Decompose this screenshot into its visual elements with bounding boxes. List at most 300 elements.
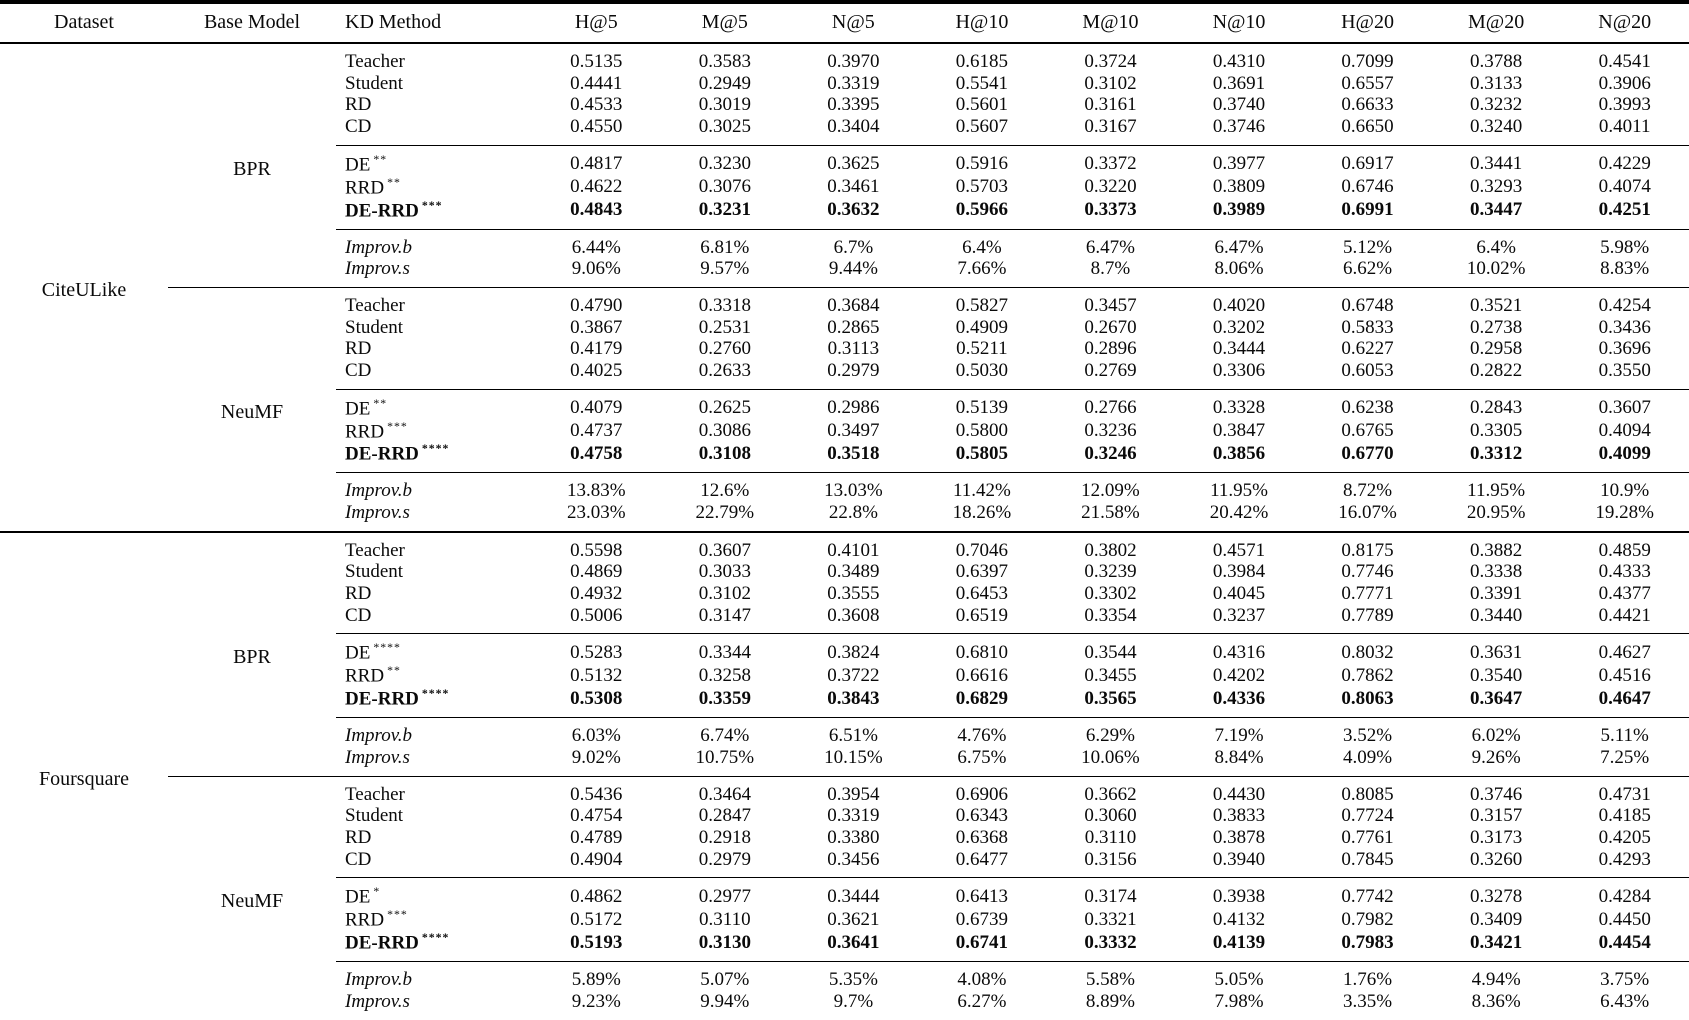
value-cell-h20: 3.35% [1343, 990, 1393, 1012]
value-cell-n5: 13.03% [789, 473, 918, 502]
kd-method-cell [336, 908, 532, 931]
significance-stars: **** [421, 931, 450, 945]
value-cell-h10: 0.6413 [918, 878, 1047, 908]
table-row [0, 287, 1689, 316]
kd-method-label: Improv.b [345, 480, 413, 502]
value-cell-m20: 0.3788 [1469, 51, 1523, 72]
value-cell-n5: 0.3319 [827, 72, 880, 94]
value-cell-n20: 0.4185 [1598, 805, 1651, 827]
value-cell-h20: 0.5833 [1341, 316, 1394, 338]
value-cell-m10: 0.3161 [1084, 94, 1137, 116]
value-cell-m20: 8.36% [1471, 990, 1521, 1012]
value-cell-n10: 0.4139 [1212, 931, 1266, 953]
value-cell-m20: 0.3391 [1469, 583, 1523, 605]
value-cell-m5: 0.2847 [698, 805, 751, 827]
value-cell-m20: 6.02% [1432, 718, 1561, 747]
value-cell-h20: 6.62% [1343, 258, 1393, 280]
value-cell-m5: 0.3102 [698, 583, 751, 605]
value-cell-h5: 0.5135 [570, 51, 623, 72]
value-cell-n20: 0.4627 [1560, 634, 1689, 664]
kd-method-label: Improv.b [345, 969, 413, 991]
value-cell-n20: 0.3993 [1598, 94, 1651, 116]
value-cell-n20: 8.83% [1600, 258, 1650, 280]
value-cell-m5: 0.3110 [699, 908, 751, 930]
value-cell-h20: 0.7789 [1341, 604, 1394, 626]
value-cell-m5: 0.3130 [698, 931, 751, 953]
value-cell-m20: 0.3421 [1469, 931, 1523, 953]
value-cell-n10: 0.4132 [1212, 908, 1266, 930]
value-cell-n5: 0.3404 [827, 115, 880, 137]
value-cell-h5: 9.06% [571, 258, 621, 280]
significance-stars: *** [387, 908, 408, 922]
value-cell-h10: 0.5916 [918, 145, 1047, 175]
kd-method-cell [336, 360, 532, 389]
value-cell-m10: 0.3373 [1084, 199, 1137, 221]
value-cell-h10: 7.66% [957, 258, 1007, 280]
value-cell-n10: 0.4571 [1175, 532, 1304, 562]
value-cell-n20: 0.4859 [1560, 532, 1689, 562]
value-cell-n20: 0.4541 [1598, 51, 1651, 72]
value-cell-h20: 0.7724 [1341, 805, 1394, 827]
kd-method-cell [336, 389, 532, 419]
value-cell-m5: 0.3230 [661, 145, 790, 175]
value-cell-n5: 0.3970 [827, 51, 880, 72]
value-cell-n10: 0.4020 [1175, 287, 1304, 316]
kd-method-label: DE [345, 397, 371, 419]
value-cell-h10: 0.7046 [918, 532, 1047, 562]
value-cell-n10: 0.4430 [1175, 776, 1304, 805]
value-cell-h5: 0.4622 [570, 176, 623, 198]
value-cell-n10: 0.3977 [1175, 145, 1304, 175]
value-cell-h5: 9.23% [571, 990, 621, 1012]
value-cell-h10: 0.5541 [955, 72, 1009, 94]
value-cell-m10: 8.89% [1085, 990, 1135, 1012]
value-cell-n10: 7.19% [1175, 718, 1304, 747]
value-cell-m5: 0.2531 [698, 316, 751, 338]
value-cell-n20: 0.4094 [1598, 420, 1651, 442]
value-cell-n20: 0.4333 [1598, 561, 1651, 583]
kd-method-label: DE-RRD [345, 932, 419, 954]
value-cell-n5: 0.3684 [789, 287, 918, 316]
value-cell-m5: 0.2760 [698, 338, 751, 360]
value-cell-h10: 4.08% [918, 962, 1047, 991]
value-cell-n10: 0.3202 [1212, 316, 1266, 338]
value-cell-n20: 0.4454 [1598, 931, 1651, 953]
value-cell-n5: 0.3621 [827, 908, 880, 930]
value-cell-n5: 0.3319 [827, 805, 880, 827]
value-cell-h20: 0.7742 [1303, 878, 1432, 908]
kd-method-label: Teacher [345, 783, 405, 805]
table-row [0, 532, 1689, 562]
value-cell-h10: 0.5703 [955, 176, 1009, 198]
kd-method-label: DE-RRD [345, 443, 419, 465]
value-cell-n20: 0.4011 [1598, 115, 1651, 137]
value-cell-h20: 16.07% [1338, 502, 1397, 524]
kd-method-cell [336, 878, 532, 908]
value-cell-n10: 0.4310 [1212, 51, 1266, 72]
value-cell-h5: 0.4789 [570, 826, 623, 848]
value-cell-n10: 0.3740 [1212, 94, 1266, 116]
value-cell-n5: 0.3497 [827, 420, 880, 442]
kd-method-label: CD [345, 359, 372, 381]
value-cell-m10: 0.3802 [1046, 532, 1175, 562]
significance-stars: **** [421, 687, 450, 701]
value-cell-n10: 0.3306 [1212, 359, 1266, 381]
value-cell-m5: 0.3607 [661, 532, 790, 562]
value-cell-h20: 0.6765 [1341, 420, 1394, 442]
value-cell-n20: 0.4254 [1560, 287, 1689, 316]
value-cell-h20: 0.6917 [1303, 145, 1432, 175]
value-cell-h10: 0.6906 [918, 776, 1047, 805]
value-cell-m20: 11.95% [1432, 473, 1561, 502]
table-row [0, 43, 1689, 73]
value-cell-m5: 6.74% [661, 718, 790, 747]
value-cell-n20: 0.3607 [1560, 389, 1689, 419]
value-cell-m5: 0.2918 [698, 826, 751, 848]
value-cell-m10: 8.7% [1090, 258, 1131, 280]
value-cell-h10: 0.4909 [955, 316, 1009, 338]
value-cell-h5: 0.5132 [570, 665, 623, 687]
value-cell-n5: 0.3632 [827, 199, 880, 221]
value-cell-n20: 0.4293 [1598, 848, 1651, 870]
col-header-m10: M@10 [1046, 2, 1175, 43]
kd-method-label: RD [345, 94, 372, 116]
value-cell-n20: 0.4205 [1598, 826, 1651, 848]
value-cell-h20: 0.7862 [1341, 665, 1394, 687]
value-cell-h10: 0.5030 [955, 359, 1009, 381]
value-cell-m5: 5.07% [661, 962, 790, 991]
value-cell-m10: 6.47% [1046, 229, 1175, 258]
value-cell-h10: 4.76% [918, 718, 1047, 747]
value-cell-m5: 0.3231 [698, 199, 751, 221]
value-cell-h10: 0.5800 [955, 420, 1009, 442]
value-cell-m5: 0.3147 [698, 604, 751, 626]
value-cell-h10: 0.6343 [955, 805, 1009, 827]
significance-stars: *** [421, 198, 443, 212]
value-cell-h20: 3.52% [1303, 718, 1432, 747]
value-cell-m10: 0.3321 [1084, 908, 1137, 930]
value-cell-h5: 0.5308 [570, 688, 623, 710]
kd-method-label: Improv.s [345, 258, 410, 280]
kd-method-cell [336, 258, 532, 287]
value-cell-n10: 11.95% [1175, 473, 1304, 502]
value-cell-m5: 0.3464 [661, 776, 790, 805]
value-cell-h5: 0.4904 [570, 848, 623, 870]
value-cell-m5: 6.81% [661, 229, 790, 258]
value-cell-n5: 0.3625 [789, 145, 918, 175]
value-cell-m10: 0.3332 [1084, 931, 1137, 953]
value-cell-m10: 0.3174 [1046, 878, 1175, 908]
value-cell-n10: 0.3237 [1212, 604, 1266, 626]
value-cell-n5: 9.44% [828, 258, 878, 280]
value-cell-n20: 0.4731 [1560, 776, 1689, 805]
kd-method-cell [336, 718, 532, 747]
kd-method-cell [336, 145, 532, 175]
value-cell-m10: 0.3724 [1084, 51, 1137, 72]
value-cell-m20: 0.3447 [1469, 199, 1523, 221]
value-cell-h10: 0.6810 [918, 634, 1047, 664]
value-cell-n10: 0.3746 [1212, 115, 1266, 137]
value-cell-h20: 0.7761 [1341, 826, 1394, 848]
kd-method-cell [336, 827, 532, 849]
value-cell-m10: 0.3544 [1046, 634, 1175, 664]
value-cell-h20: 0.6770 [1341, 443, 1394, 465]
base-model-cell: BPR [233, 157, 271, 180]
value-cell-h5: 0.4843 [570, 199, 623, 221]
col-header-h20: H@20 [1303, 2, 1432, 43]
value-cell-n5: 0.4101 [789, 532, 918, 562]
kd-method-label: RD [345, 338, 372, 360]
kd-method-cell [336, 962, 532, 991]
value-cell-m10: 0.3354 [1084, 604, 1137, 626]
value-cell-n5: 0.3456 [827, 848, 880, 870]
value-cell-m10: 0.3457 [1046, 287, 1175, 316]
kd-method-label: RD [345, 583, 372, 605]
kd-method-label: Student [345, 561, 404, 583]
value-cell-m10: 6.29% [1046, 718, 1175, 747]
col-header-n5: N@5 [789, 2, 918, 43]
value-cell-h5: 0.4441 [570, 72, 623, 94]
base-model-cell: NeuMF [168, 776, 336, 1019]
value-cell-n20: 0.3436 [1598, 316, 1651, 338]
value-cell-h5: 0.4754 [570, 805, 623, 827]
kd-method-cell [336, 199, 532, 229]
base-model-cell: NeuMF [168, 287, 336, 531]
col-header-dataset: Dataset [0, 2, 168, 43]
value-cell-h5: 6.03% [532, 718, 661, 747]
value-cell-n5: 0.3954 [789, 776, 918, 805]
value-cell-n20: 5.98% [1560, 229, 1689, 258]
kd-method-label: Improv.b [345, 725, 413, 747]
kd-method-cell [336, 634, 532, 664]
significance-stars: ** [387, 664, 401, 678]
value-cell-h5: 0.4550 [570, 115, 623, 137]
value-cell-n10: 0.3328 [1175, 389, 1304, 419]
kd-method-cell [336, 420, 532, 443]
value-cell-n20: 6.43% [1600, 990, 1650, 1012]
value-cell-m20: 0.3440 [1469, 604, 1523, 626]
col-header-m5: M@5 [661, 2, 790, 43]
value-cell-m20: 0.3338 [1469, 561, 1523, 583]
col-header-n10: N@10 [1175, 2, 1304, 43]
kd-method-cell [336, 442, 532, 472]
value-cell-m10: 0.3110 [1084, 826, 1137, 848]
value-cell-h5: 0.5172 [570, 908, 623, 930]
kd-method-cell [336, 687, 532, 717]
value-cell-n20: 3.75% [1560, 962, 1689, 991]
value-cell-h20: 1.76% [1303, 962, 1432, 991]
value-cell-n5: 9.7% [833, 990, 874, 1012]
value-cell-m5: 0.3583 [698, 51, 751, 72]
kd-method-label: Improv.b [345, 236, 413, 258]
value-cell-m5: 0.2977 [661, 878, 790, 908]
value-cell-h10: 18.26% [952, 502, 1012, 524]
kd-method-label: RRD [345, 665, 385, 687]
value-cell-n5: 0.3380 [827, 826, 880, 848]
kd-method-label: Student [345, 316, 404, 338]
value-cell-n5: 5.35% [789, 962, 918, 991]
value-cell-m20: 0.2822 [1469, 359, 1523, 381]
value-cell-n10: 0.4316 [1175, 634, 1304, 664]
value-cell-m20: 0.3305 [1469, 420, 1523, 442]
value-cell-h10: 0.5827 [918, 287, 1047, 316]
value-cell-n10: 8.06% [1214, 258, 1264, 280]
value-cell-h10: 6.27% [957, 990, 1007, 1012]
value-cell-m10: 0.2766 [1046, 389, 1175, 419]
value-cell-m10: 0.3372 [1046, 145, 1175, 175]
value-cell-n10: 0.4202 [1212, 665, 1266, 687]
value-cell-m5: 0.3108 [698, 443, 751, 465]
value-cell-n20: 0.4516 [1598, 665, 1651, 687]
value-cell-h10: 0.6616 [955, 665, 1009, 687]
value-cell-m20: 0.3409 [1469, 908, 1523, 930]
col-header-n20: N@20 [1560, 2, 1689, 43]
significance-stars: **** [421, 442, 450, 456]
value-cell-h5: 5.89% [532, 962, 661, 991]
value-cell-m5: 9.57% [700, 258, 750, 280]
value-cell-n10: 0.3938 [1175, 878, 1304, 908]
value-cell-n5: 0.3641 [827, 931, 880, 953]
value-cell-h5: 0.5436 [532, 776, 661, 805]
value-cell-h20: 0.7983 [1341, 931, 1394, 953]
value-cell-m20: 10.02% [1466, 258, 1526, 280]
value-cell-h5: 0.4079 [532, 389, 661, 419]
table-row [0, 776, 1689, 805]
value-cell-h20: 0.6746 [1341, 176, 1394, 198]
value-cell-m10: 0.2769 [1084, 359, 1137, 381]
value-cell-h5: 13.83% [532, 473, 661, 502]
value-cell-n5: 0.3113 [827, 338, 880, 360]
results-tbody [0, 43, 1689, 1020]
value-cell-m5: 0.2625 [661, 389, 790, 419]
kd-method-cell [336, 43, 532, 73]
col-header-h10: H@10 [918, 2, 1047, 43]
value-cell-m20: 0.3882 [1432, 532, 1561, 562]
kd-method-cell [336, 502, 532, 532]
kd-method-cell [336, 229, 532, 258]
value-cell-n5: 0.2986 [789, 389, 918, 419]
value-cell-m20: 0.2738 [1469, 316, 1523, 338]
kd-method-cell [336, 94, 532, 116]
value-cell-m10: 0.3455 [1084, 665, 1137, 687]
value-cell-h5: 0.5193 [570, 931, 623, 953]
kd-method-cell [336, 338, 532, 360]
value-cell-h5: 0.5598 [532, 532, 661, 562]
value-cell-n10: 7.98% [1214, 990, 1264, 1012]
value-cell-h10: 0.6453 [955, 583, 1009, 605]
kd-method-label: Improv.s [345, 990, 410, 1012]
value-cell-m20: 0.3133 [1469, 72, 1523, 94]
value-cell-m10: 5.58% [1046, 962, 1175, 991]
value-cell-h5: 23.03% [566, 502, 626, 524]
value-cell-h20: 0.6991 [1341, 199, 1394, 221]
value-cell-h10: 0.5966 [955, 199, 1009, 221]
value-cell-m5: 22.79% [695, 502, 755, 524]
value-cell-m20: 0.3521 [1432, 287, 1561, 316]
value-cell-n10: 0.3691 [1212, 72, 1266, 94]
value-cell-h20: 0.8085 [1303, 776, 1432, 805]
value-cell-m20: 0.3260 [1469, 848, 1523, 870]
value-cell-h20: 0.6053 [1341, 359, 1394, 381]
value-cell-m20: 0.3540 [1469, 665, 1523, 687]
kd-method-cell [336, 776, 532, 805]
value-cell-h5: 9.02% [571, 747, 621, 769]
value-cell-h10: 6.4% [918, 229, 1047, 258]
value-cell-n20: 7.25% [1600, 747, 1650, 769]
value-cell-m5: 0.2979 [698, 848, 751, 870]
dataset-cell: Foursquare [0, 532, 168, 1020]
value-cell-n20: 0.4099 [1598, 443, 1651, 465]
value-cell-n5: 10.15% [824, 747, 883, 769]
value-cell-h20: 5.12% [1303, 229, 1432, 258]
kd-method-label: DE [345, 642, 371, 664]
value-cell-h20: 8.72% [1303, 473, 1432, 502]
col-header-base-model: Base Model [168, 2, 336, 43]
value-cell-h10: 0.6739 [955, 908, 1009, 930]
value-cell-h20: 0.7982 [1341, 908, 1394, 930]
value-cell-m10: 12.09% [1046, 473, 1175, 502]
kd-method-cell [336, 805, 532, 827]
kd-method-label: Student [345, 72, 404, 94]
value-cell-m10: 0.3060 [1084, 805, 1137, 827]
value-cell-n10: 0.4045 [1212, 583, 1266, 605]
value-cell-n5: 0.2979 [827, 359, 880, 381]
value-cell-n10: 8.84% [1214, 747, 1264, 769]
value-cell-n20: 0.4421 [1598, 604, 1651, 626]
value-cell-n20: 0.3696 [1598, 338, 1651, 360]
value-cell-h5: 0.5006 [570, 604, 623, 626]
value-cell-h10: 0.6741 [955, 931, 1009, 953]
value-cell-h10: 0.5805 [955, 443, 1009, 465]
value-cell-m20: 0.3278 [1432, 878, 1561, 908]
kd-method-label: Improv.s [345, 502, 410, 524]
value-cell-n20: 19.28% [1595, 502, 1654, 524]
kd-method-cell [336, 532, 532, 562]
value-cell-n5: 0.3555 [827, 583, 880, 605]
value-cell-h5: 0.4817 [532, 145, 661, 175]
value-cell-n20: 0.3906 [1598, 72, 1651, 94]
significance-stars: ** [387, 175, 401, 189]
value-cell-h5: 0.4862 [532, 878, 661, 908]
value-cell-n20: 0.4251 [1598, 199, 1651, 221]
kd-method-cell [336, 176, 532, 199]
value-cell-m20: 9.26% [1471, 747, 1521, 769]
value-cell-n5: 6.51% [789, 718, 918, 747]
value-cell-m5: 0.2949 [698, 72, 751, 94]
header-row [0, 2, 1689, 43]
value-cell-n20: 0.4377 [1598, 583, 1651, 605]
value-cell-n20: 5.11% [1560, 718, 1689, 747]
kd-method-cell [336, 473, 532, 502]
significance-stars: ** [373, 152, 388, 166]
value-cell-h20: 0.8032 [1303, 634, 1432, 664]
value-cell-h5: 0.4932 [570, 583, 623, 605]
value-cell-h10: 6.75% [957, 747, 1007, 769]
kd-method-cell [336, 991, 532, 1020]
kd-method-label: RD [345, 826, 372, 848]
value-cell-m10: 0.3156 [1084, 848, 1137, 870]
value-cell-n20: 0.4229 [1560, 145, 1689, 175]
value-cell-h10: 0.6368 [955, 826, 1009, 848]
value-cell-h20: 4.09% [1343, 747, 1393, 769]
value-cell-n20: 0.4647 [1598, 688, 1651, 710]
value-cell-n5: 0.3824 [789, 634, 918, 664]
value-cell-m20: 0.3293 [1469, 176, 1523, 198]
value-cell-m10: 0.3662 [1046, 776, 1175, 805]
value-cell-n5: 0.3444 [789, 878, 918, 908]
value-cell-n5: 6.7% [789, 229, 918, 258]
kd-method-label: Improv.s [345, 747, 410, 769]
